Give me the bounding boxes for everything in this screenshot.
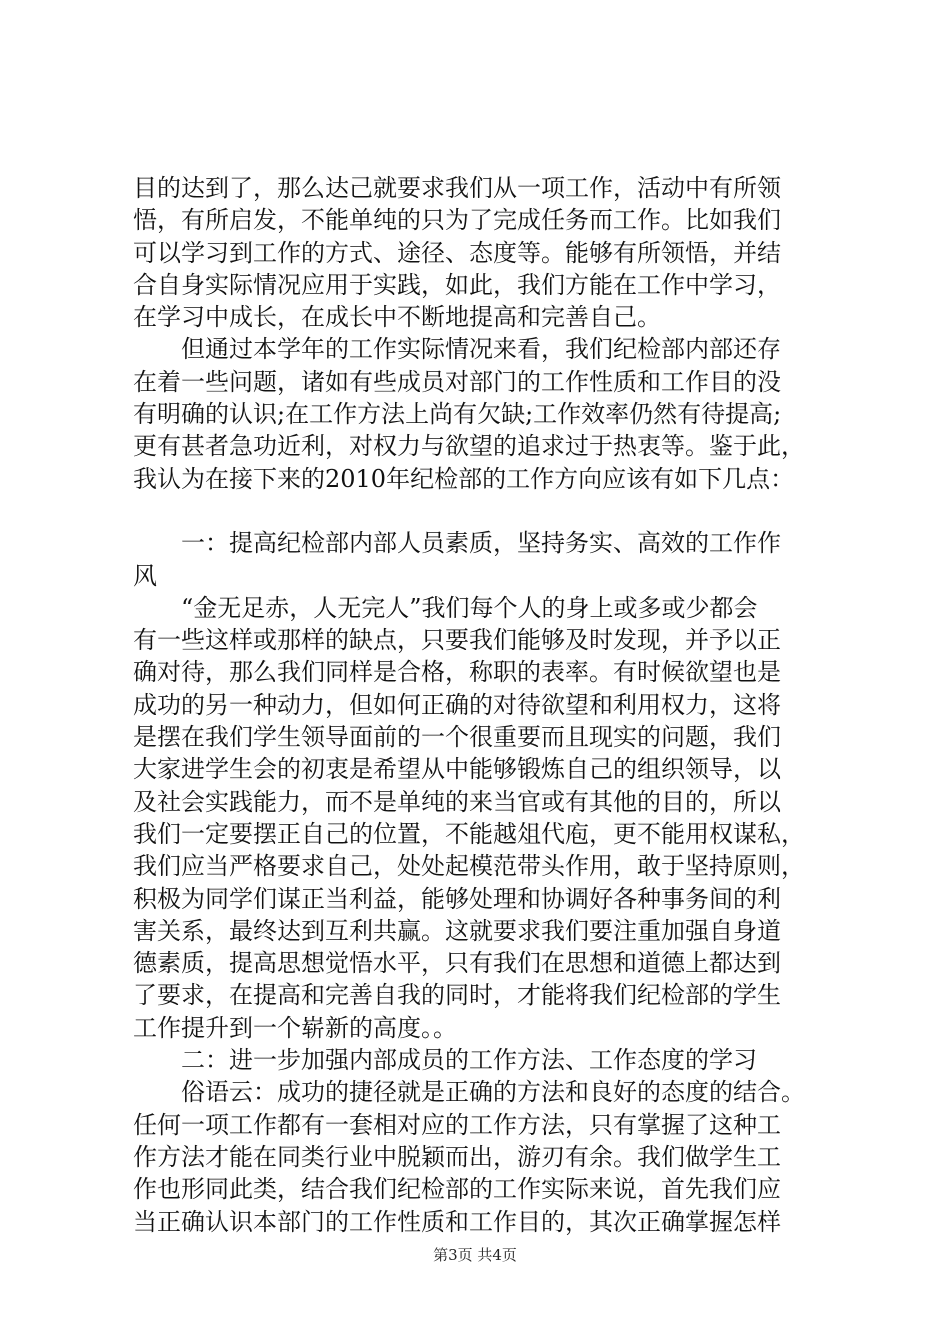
text-line: 大家进学生会的初衷是希望从中能够锻炼自己的组织领导，以 xyxy=(133,755,781,784)
text-line: “金无足赤，人无完人”我们每个人的身上或多或少都会 xyxy=(181,593,758,622)
document-body xyxy=(133,172,833,1238)
text-line: 当正确认识本部门的工作性质和工作目的，其次正确掌握怎样 xyxy=(133,1207,781,1236)
text-line: 我们应当严格要求自己，处处起模范带头作用，敢于坚持原则， xyxy=(133,852,805,881)
text-line: 可以学习到工作的方式、途径、态度等。能够有所领悟，并结 xyxy=(133,238,781,267)
text-line: 但通过本学年的工作实际情况来看，我们纪检部内部还存 xyxy=(181,335,781,364)
text-line: 确对待，那么我们同样是合格，称职的表率。有时候欲望也是 xyxy=(133,658,781,687)
text-line: 俗语云：成功的捷径就是正确的方法和良好的态度的结合。 xyxy=(181,1078,805,1107)
text-line: 及社会实践能力，而不是单纯的来当官或有其他的目的，所以 xyxy=(133,787,781,816)
text-line: 成功的另一种动力，但如何正确的对待欲望和利用权力，这将 xyxy=(133,690,781,719)
text-line: 我们一定要摆正自己的位置，不能越俎代庖，更不能用权谋私， xyxy=(133,819,805,848)
text-line: 积极为同学们谋正当利益，能够处理和协调好各种事务间的利 xyxy=(133,884,781,913)
text-line: 在着一些问题，诸如有些成员对部门的工作性质和工作目的没 xyxy=(133,367,781,396)
text-line: 工作提升到一个崭新的高度。。 xyxy=(133,1013,457,1042)
text-line: 有一些这样或那样的缺点，只要我们能够及时发现，并予以正 xyxy=(133,626,781,655)
text-line: 了要求，在提高和完善自我的同时，才能将我们纪检部的学生 xyxy=(133,981,781,1010)
text-line: 作方法才能在同类行业中脱颖而出，游刃有余。我们做学生工 xyxy=(133,1142,781,1171)
text-line: 合自身实际情况应用于实践，如此，我们方能在工作中学习， xyxy=(133,270,781,299)
text-line: 任何一项工作都有一套相对应的工作方法，只有掌握了这种工 xyxy=(133,1110,781,1139)
text-line: 二：进一步加强内部成员的工作方法、工作态度的学习 xyxy=(181,1046,757,1075)
text-line: 风 xyxy=(133,561,157,590)
text-line: 我认为在接下来的2010年纪检部的工作方向应该有如下几点： xyxy=(133,464,795,493)
text-line: 一：提高纪检部内部人员素质，坚持务实、高效的工作作 xyxy=(181,529,781,558)
blank-line xyxy=(133,495,833,527)
text-line: 悟，有所启发，不能单纯的只为了完成任务而工作。比如我们 xyxy=(133,206,781,235)
text-line: 害关系，最终达到互利共赢。这就要求我们要注重加强自身道 xyxy=(133,916,781,945)
text-line: 是摆在我们学生领导面前的一个很重要而且现实的问题，我们 xyxy=(133,723,781,752)
text-line: 在学习中成长，在成长中不断地提高和完善自己。 xyxy=(133,303,661,332)
text-line: 有明确的认识;在工作方法上尚有欠缺;工作效率仍然有待提高; xyxy=(133,400,782,429)
text-line: 作也形同此类，结合我们纪检部的工作实际来说，首先我们应 xyxy=(133,1175,781,1204)
text-line: 德素质，提高思想觉悟水平，只有我们在思想和道德上都达到 xyxy=(133,949,781,978)
page-footer: 第3页 共4页 xyxy=(433,1246,517,1264)
text-line: 目的达到了，那么达己就要求我们从一项工作，活动中有所领 xyxy=(133,174,781,202)
text-line: 更有甚者急功近利，对权力与欲望的追求过于热衷等。鉴于此， xyxy=(133,432,805,461)
